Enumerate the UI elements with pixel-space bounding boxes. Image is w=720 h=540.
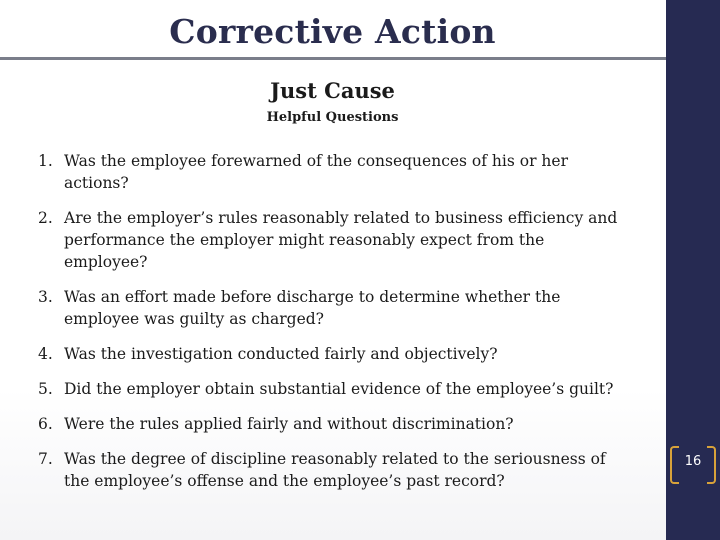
question-number: 5. <box>38 380 53 398</box>
question-text: Was the degree of discipline reasonably related to the seriousness of the employee’s offense and the employee’s past record? <box>64 450 606 490</box>
question-number: 1. <box>38 152 53 170</box>
question-item <box>30 448 630 492</box>
question-list <box>30 150 630 505</box>
question-item <box>30 207 630 273</box>
question-item <box>30 343 630 365</box>
question-text: Are the employer’s rules reasonably related to business efficiency and performance the employer might reasonably expect from the employee? <box>64 209 618 271</box>
question-item <box>30 413 630 435</box>
page-number: 16 <box>684 454 702 469</box>
question-item <box>30 150 630 194</box>
question-item <box>30 286 630 330</box>
page-number-badge <box>666 446 720 482</box>
section-heading: Helpful Questions <box>266 110 399 125</box>
question-text: Was the employee forewarned of the consequences of his or her actions? <box>64 152 568 192</box>
question-number: 3. <box>38 288 53 306</box>
question-number: 6. <box>38 415 53 433</box>
title-divider <box>0 57 720 60</box>
question-text: Was an effort made before discharge to determine whether the employee was guilty as charged? <box>64 288 561 328</box>
question-text: Was the investigation conducted fairly and objectively? <box>64 345 498 363</box>
question-item <box>30 378 630 400</box>
slide-title: Corrective Action <box>169 12 496 51</box>
slide-subtitle: Just Cause <box>270 78 395 103</box>
question-text: Did the employer obtain substantial evidence of the employee’s guilt? <box>64 380 614 398</box>
question-text: Were the rules applied fairly and without discrimination? <box>64 415 514 433</box>
question-number: 4. <box>38 345 53 363</box>
right-bracket-icon <box>707 446 716 484</box>
question-number: 7. <box>38 450 53 468</box>
question-number: 2. <box>38 209 53 227</box>
